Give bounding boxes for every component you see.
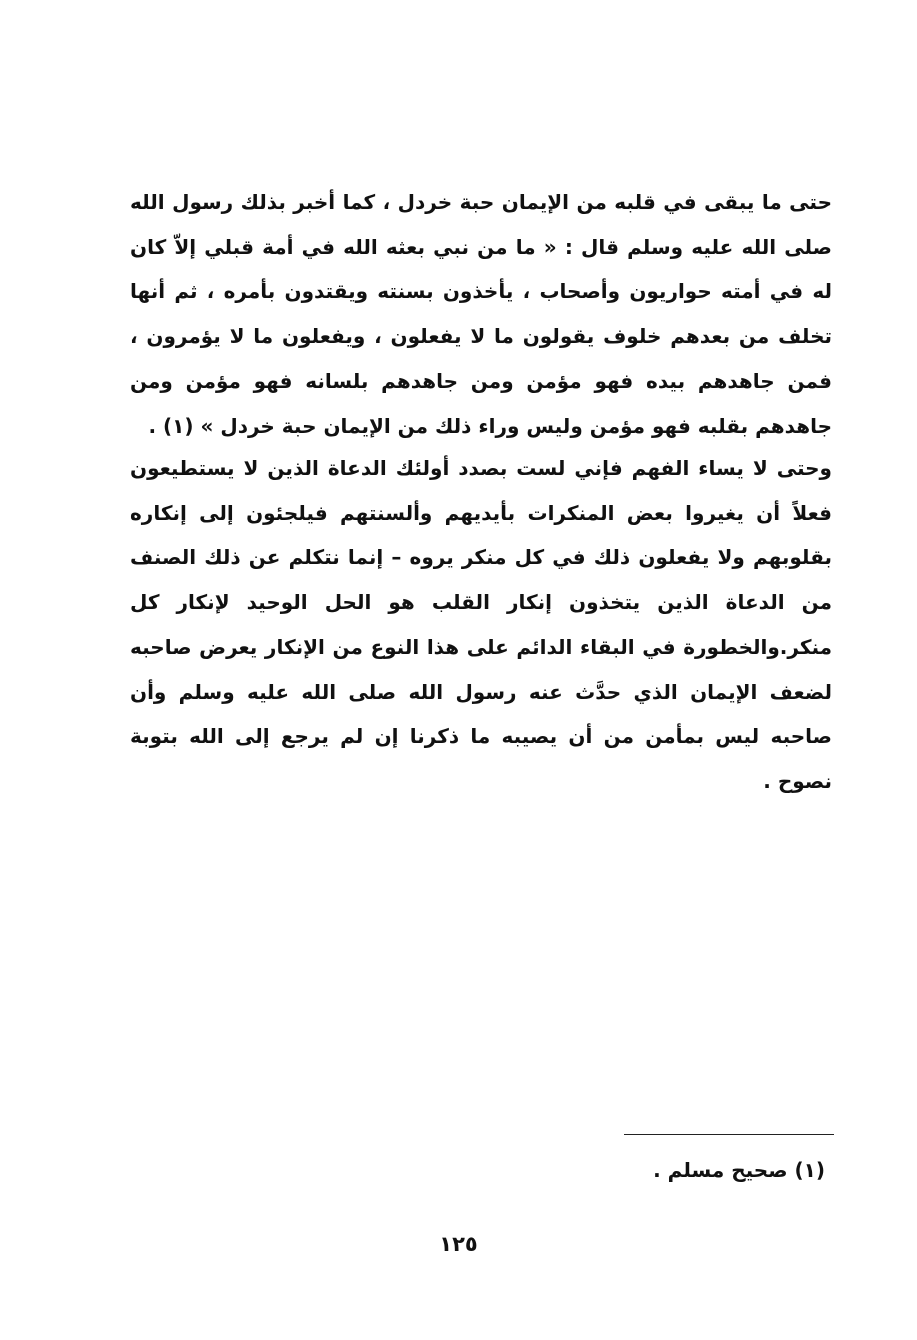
paragraph-2: وحتى لا يساء الفهم فإني لست بصدد أولئك الدعاة الذين لا يستطيعون فعلاً أن يغيروا بعض المنكرات بأيديهم وألسنتهم فيلجئون إلى إنكاره بقلوبهم ولا يفعلون ذلك في كل منكر يروه – إنما نتكلم عن ذلك الصنف من الدعاة الذين يتخذون إنكار القلب هو الحل الوحيد لإنكار كل منكر.والخطورة في البقاء الدائم على هذا النوع من الإنكار يعرض صاحبه لضعف الإيمان الذي حدَّث عنه رسول الله صلى الله عليه وسلم وأن صاحبه ليس بمأمن من أن يصيبه ما ذكرنا إن لم يرجع إلى الله بتوبة نصوح .	[130, 456, 832, 793]
footnote: (١) صحيح مسلم .	[653, 1158, 825, 1182]
paragraph-1: حتى ما يبقى في قلبه من الإيمان حبة خردل ، كما أخبر بذلك رسول الله صلى الله عليه وسلم قال : « ما من نبي بعثه الله في أمة قبلي إلاّ كان له في أمته حواريون وأصحاب ، يأخذون بسنته ويقتدون بأمره ، ثم أنها تخلف من بعدهم خلوف يقولون ما لا يفعلون ، ويفعلون ما لا يؤمرون ، فمن جاهدهم بيده فهو مؤمن ومن جاهدهم بلسانه فهو مؤمن ومن جاهدهم بقلبه فهو مؤمن وليس وراء ذلك من الإيمان حبة خردل » (١) .	[130, 190, 832, 438]
footnote-separator	[624, 1134, 834, 1135]
page-number: ١٢٥	[439, 1232, 478, 1256]
